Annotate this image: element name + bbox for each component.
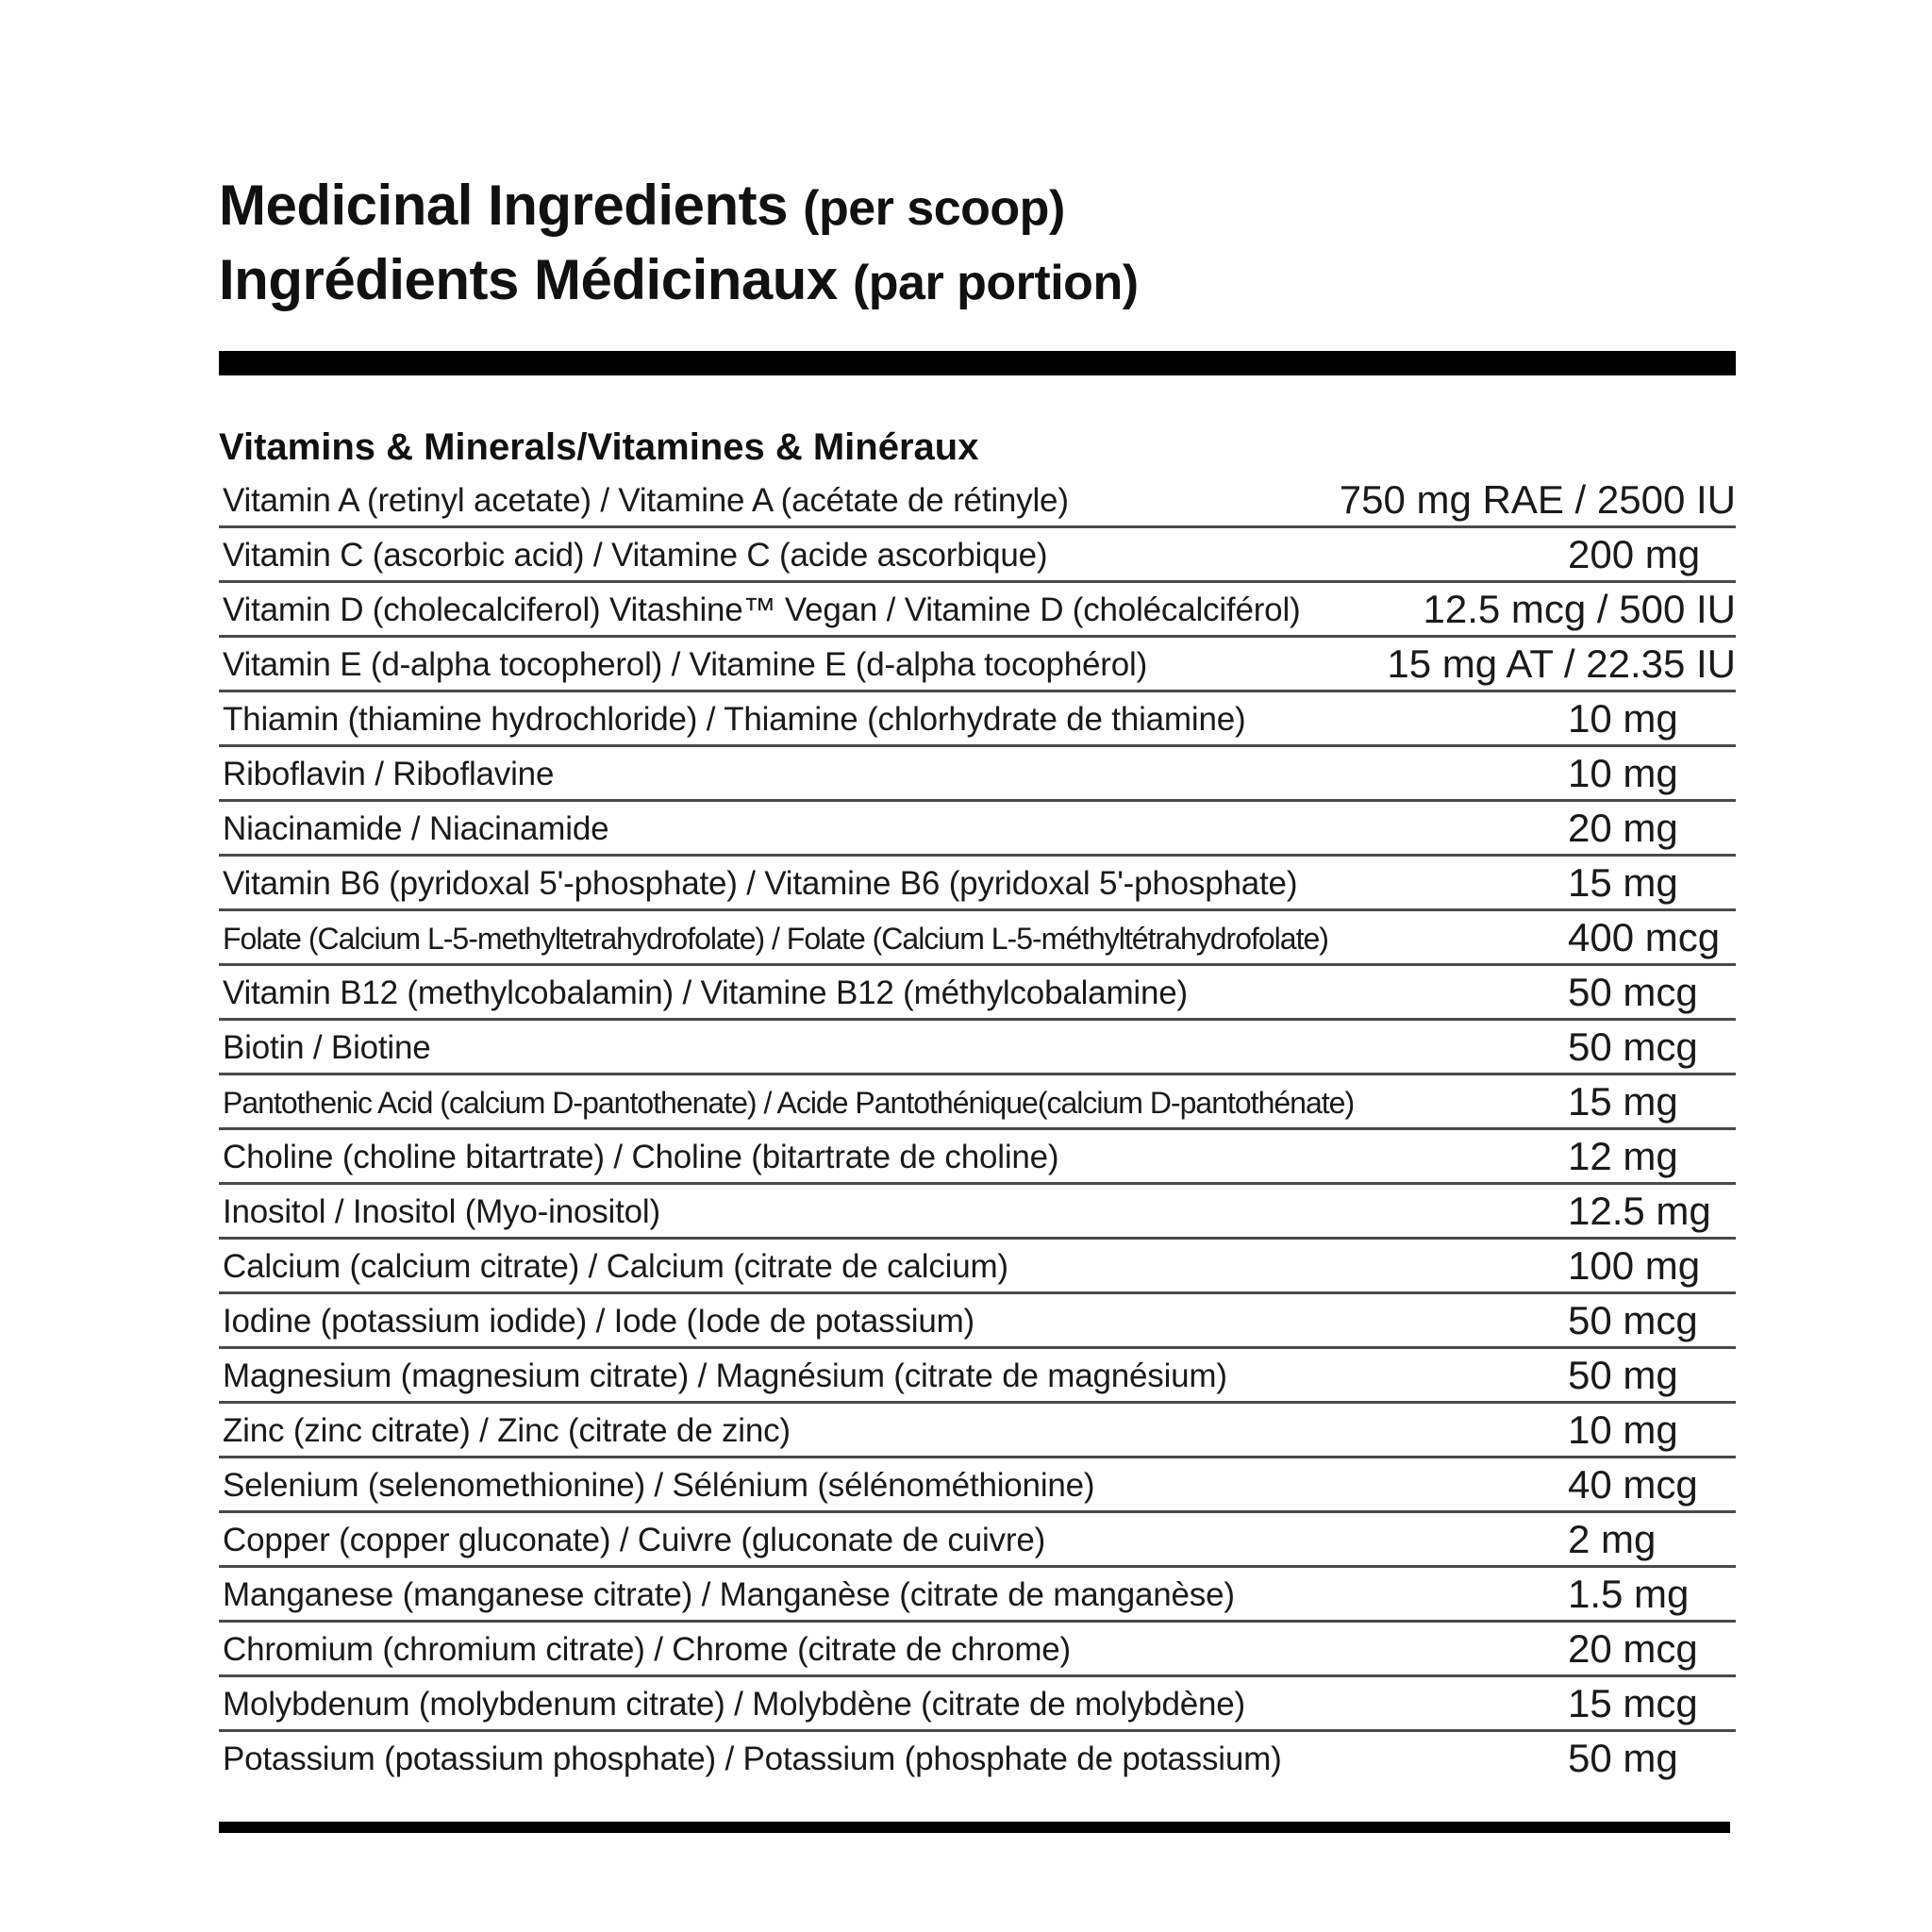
ingredient-row bbox=[219, 1240, 1736, 1294]
ingredient-row bbox=[219, 1732, 1736, 1784]
ingredient-name: Calcium (calcium citrate) / Calcium (citrate de calcium) bbox=[223, 1248, 1008, 1285]
ingredient-row bbox=[219, 747, 1736, 802]
ingredient-list bbox=[219, 474, 1736, 1784]
ingredient-amount: 40 mcg bbox=[1568, 1462, 1698, 1507]
ingredient-name: Chromium (chromium citrate) / Chrome (citrate de chrome) bbox=[223, 1631, 1072, 1668]
ingredient-amount: 200 mg bbox=[1568, 532, 1701, 576]
ingredient-amount: 750 mg RAE / 2500 IU bbox=[1339, 477, 1736, 522]
ingredient-row bbox=[219, 1075, 1736, 1130]
ingredient-amount: 20 mcg bbox=[1568, 1626, 1698, 1671]
title-english-sub: (per scoop) bbox=[803, 181, 1065, 236]
ingredient-name: Manganese (manganese citrate) / Manganèse (citrate de manganèse) bbox=[223, 1576, 1235, 1613]
ingredient-row bbox=[219, 857, 1736, 911]
ingredient-amount: 50 mcg bbox=[1568, 1024, 1698, 1069]
ingredient-name: Inositol / Inositol (Myo-inositol) bbox=[223, 1193, 660, 1230]
ingredient-row bbox=[219, 528, 1736, 583]
ingredient-row bbox=[219, 1349, 1736, 1404]
section-heading: Vitamins & Minerals/Vitamines & Minéraux bbox=[219, 426, 979, 468]
title-french-sub: (par portion) bbox=[852, 256, 1139, 310]
ingredient-amount: 10 mg bbox=[1568, 751, 1678, 795]
ingredient-row bbox=[219, 1294, 1736, 1349]
ingredient-name: Vitamin B6 (pyridoxal 5'-phosphate) / Vitamine B6 (pyridoxal 5'-phosphate) bbox=[223, 865, 1298, 902]
top-divider bbox=[219, 351, 1736, 375]
ingredient-name: Niacinamide / Niacinamide bbox=[223, 810, 609, 847]
ingredient-amount: 10 mg bbox=[1568, 696, 1678, 741]
ingredient-row bbox=[219, 1185, 1736, 1240]
ingredient-amount: 15 mg bbox=[1568, 860, 1678, 905]
ingredient-row bbox=[219, 583, 1736, 638]
ingredient-amount: 10 mg bbox=[1568, 1407, 1678, 1452]
ingredient-amount: 50 mg bbox=[1568, 1736, 1678, 1780]
ingredient-amount: 50 mcg bbox=[1568, 970, 1698, 1014]
ingredient-amount: 2 mg bbox=[1568, 1517, 1657, 1561]
title-english-main: Medicinal Ingredients bbox=[219, 174, 788, 237]
ingredient-name: Selenium (selenomethionine) / Sélénium (sélénométhionine) bbox=[223, 1467, 1095, 1504]
ingredient-amount: 50 mg bbox=[1568, 1353, 1678, 1397]
ingredient-amount: 15 mcg bbox=[1568, 1681, 1698, 1725]
ingredient-row bbox=[219, 692, 1736, 747]
ingredients-panel bbox=[219, 170, 1736, 1833]
title-french-main: Ingrédients Médicinaux bbox=[219, 248, 838, 311]
ingredient-name: Biotin / Biotine bbox=[223, 1029, 431, 1066]
bottom-divider bbox=[219, 1822, 1730, 1833]
ingredient-name: Iodine (potassium iodide) / Iode (Iode de potassium) bbox=[223, 1303, 974, 1340]
ingredient-amount: 12.5 mcg / 500 IU bbox=[1423, 587, 1736, 631]
ingredient-row bbox=[219, 966, 1736, 1021]
title-english bbox=[219, 170, 1736, 244]
ingredient-row bbox=[219, 1623, 1736, 1677]
ingredient-amount: 100 mg bbox=[1568, 1243, 1701, 1288]
ingredient-name: Thiamin (thiamine hydrochloride) / Thiamine (chlorhydrate de thiamine) bbox=[223, 701, 1246, 738]
ingredient-name: Copper (copper gluconate) / Cuivre (gluconate de cuivre) bbox=[223, 1522, 1046, 1558]
ingredient-name: Pantothenic Acid (calcium D-pantothenate) / Acide Pantothénique(calcium D-pantothénate) bbox=[223, 1086, 1355, 1120]
ingredient-name: Vitamin C (ascorbic acid) / Vitamine C (acide ascorbique) bbox=[223, 537, 1048, 574]
ingredient-name: Vitamin B12 (methylcobalamin) / Vitamine B12 (méthylcobalamine) bbox=[223, 974, 1188, 1011]
ingredient-amount: 15 mg AT / 22.35 IU bbox=[1387, 641, 1736, 686]
ingredient-amount: 1.5 mg bbox=[1568, 1572, 1690, 1616]
ingredient-row bbox=[219, 1568, 1736, 1623]
ingredient-row bbox=[219, 802, 1736, 857]
ingredient-name: Potassium (potassium phosphate) / Potassium (phosphate de potassium) bbox=[223, 1740, 1282, 1777]
ingredient-row bbox=[219, 638, 1736, 692]
ingredient-amount: 50 mcg bbox=[1568, 1298, 1698, 1342]
ingredient-row bbox=[219, 1677, 1736, 1732]
ingredient-name: Vitamin E (d-alpha tocopherol) / Vitamine E (d-alpha tocophérol) bbox=[223, 646, 1148, 683]
ingredient-row bbox=[219, 911, 1736, 966]
ingredient-name: Molybdenum (molybdenum citrate) / Molybdène (citrate de molybdène) bbox=[223, 1686, 1245, 1723]
ingredient-amount: 20 mg bbox=[1568, 806, 1678, 850]
ingredient-amount: 15 mg bbox=[1568, 1079, 1678, 1124]
ingredient-name: Choline (choline bitartrate) / Choline (bitartrate de choline) bbox=[223, 1139, 1059, 1175]
ingredient-name: Riboflavin / Riboflavine bbox=[223, 756, 555, 792]
ingredient-amount: 12.5 mg bbox=[1568, 1189, 1711, 1233]
ingredient-row bbox=[219, 1513, 1736, 1568]
ingredient-name: Vitamin D (cholecalciferol) Vitashine™ Vegan / Vitamine D (cholécalciférol) bbox=[223, 591, 1301, 628]
ingredient-name: Vitamin A (retinyl acetate) / Vitamine A (acétate de rétinyle) bbox=[223, 482, 1069, 519]
ingredient-row bbox=[219, 1404, 1736, 1458]
ingredient-amount: 12 mg bbox=[1568, 1134, 1678, 1178]
ingredient-row bbox=[219, 1458, 1736, 1513]
ingredient-row bbox=[219, 1021, 1736, 1075]
ingredient-name: Zinc (zinc citrate) / Zinc (citrate de zinc) bbox=[223, 1412, 791, 1449]
ingredient-row bbox=[219, 474, 1736, 528]
ingredient-name: Magnesium (magnesium citrate) / Magnésium (citrate de magnésium) bbox=[223, 1357, 1227, 1394]
ingredient-amount: 400 mcg bbox=[1568, 915, 1721, 959]
title-french bbox=[219, 244, 1736, 319]
ingredient-row bbox=[219, 1130, 1736, 1185]
ingredient-name: Folate (Calcium L-5-methyltetrahydrofolate) / Folate (Calcium L-5-méthyltétrahydrofolate) bbox=[223, 922, 1328, 956]
